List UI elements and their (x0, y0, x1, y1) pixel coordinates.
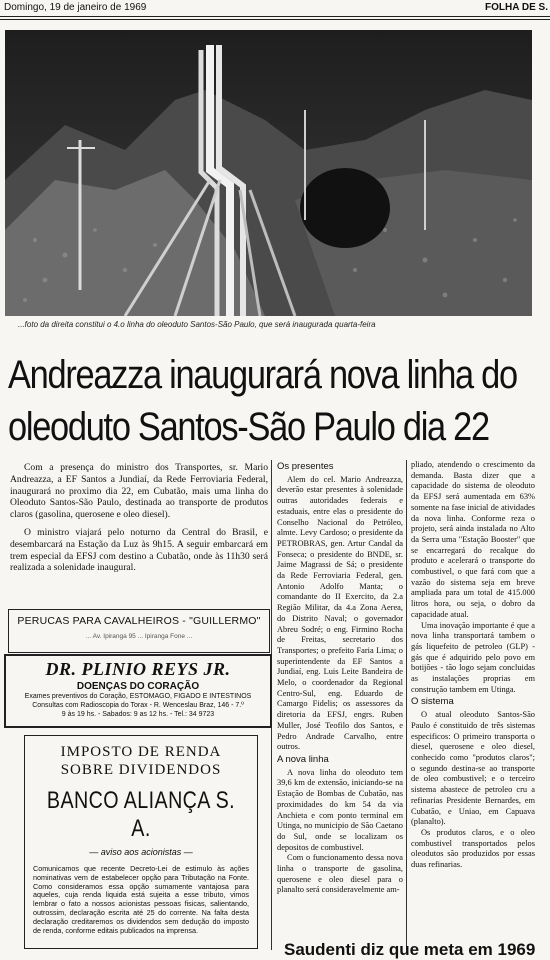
pipeline-photo (5, 30, 532, 316)
mid-paragraph-2: A nova linha do oleoduto tem 39,6 km de extensão, iniciando-se na Estação de Bombas de Cubatão, nas proximidades do km 54 da via Anchieta e com ponto terminal em Utinga, no municipio de São Caetano do Sul, onde se localizam os depositos de combustivel. (277, 767, 403, 852)
perucas-ad-address: ... Av. Ipiranga 95 ... Ipiranga Fone ... (85, 633, 193, 640)
bank-notice: — aviso aos acionistas — (89, 847, 193, 857)
subhead-sistema: O sistema (411, 696, 454, 708)
doctor-line-1: Exames preventivos do Coração, ESTOMAGO, FIGADO E INTESTINOS (24, 693, 252, 700)
doctor-line-2: Consultas com Radioscopia do Torax - R. Wenceslau Braz, 146 - 7.º (32, 702, 244, 709)
doctor-name: DR. PLINIO REYS JR. (45, 659, 231, 679)
right-paragraph-1: pliado, atendendo o crescimento da demanda. Basta dizer que a capacidade do sistema de oleoduto da EFSJ será aumentada em 63% somente na fase inicial de atividades da nova linha. Conforme reza o projeto, será ainda instalada no Alto da Serra uma "Estação Booster" que se encarregará do recalque do produto e acelerará o transporte do combustivel, o que fará com que a vazão do sistema seja em breve ampliada para um total de 415.000 litros hora, ou seja, o dobro da capacidade atual. (411, 460, 535, 619)
headline-line-2: oleoduto Santos-São Paulo dia 22 (8, 405, 489, 449)
bank-ad-line-2: SOBRE DIVIDENDOS (60, 762, 222, 778)
headline-line-1: Andreazza inaugurará nova linha do (8, 353, 517, 397)
column-middle (277, 460, 403, 896)
perucas-ad (8, 609, 270, 653)
pipeline-photo-svg (5, 30, 532, 316)
header-rule (0, 16, 550, 17)
mid-paragraph-3: Com o funcionamento dessa nova linha o transporte de gasolina, querosene e oleo diesel para o planalto será consideravelmente am- (277, 853, 403, 895)
doctor-ad (4, 654, 272, 728)
perucas-ad-title: PERUCAS PARA CAVALHEIROS - "GUILLERMO" (17, 615, 261, 627)
subhead-nova-linha: A nova linha (277, 753, 329, 765)
newspaper-name: FOLHA DE S. (485, 2, 548, 13)
bank-ad-line-1: IMPOSTO DE RENDA (60, 744, 222, 760)
photo-caption: ...foto da direita constitui o 4.o linha do oleoduto Santos-São Paulo, que será inaugurada quarta-feira (18, 320, 376, 329)
bank-ad (24, 735, 258, 949)
doctor-line-3: 9 às 19 hs. - Sabados: 9 as 12 hs. - Tel.: 34 9723 (61, 711, 215, 718)
subhead-presentes: Os presentes (277, 461, 334, 472)
lead-paragraph-1: Com a presença do ministro dos Transportes, sr. Mario Andreazza, a EF Santos a Jundiaí, da Rede Ferroviaria Federal, inaugurará no proximo dia 22, em Cubatão, mais uma linha do Oleoduto Santos-São Paulo, destinada ao transporte de produtos claros (gasolina, querosene e oleo diesel). (10, 462, 268, 521)
column-right (411, 460, 535, 871)
header-rule-2 (0, 19, 550, 20)
mid-paragraph-1: Alem do cel. Mario Andreazza, deverão estar presentes à solenidade outras autoridades federais e estaduais, entre elas o presidente do Conselho Nacional do Petróleo, almte. Levy Cardoso; o presidente da PETROBRAS, gen. Artur Candal da Fonseca; o presidente do BNDE, sr. Jaime Magrassi de Sá; o presidente da Rede Ferroviaria Federal, gen. Antonio Adolfo Manta; o comandante do II Exercito, da 2.a Região Militar, da 4.a Zona Aerea, do Distrito Naval; o governador Abreu Sodré; o eng. Firmino Rocha de Freitas, secretario dos Transportes; o prefeito Faria Lima; o superintendente da EF Santos a Jundiaí, eng. Luis Leite Bandeira de Melo, o coordenador da Regional Centro-Sul, eng. Eduardo de Camargo Fidelis; os assessores da diretoria da EFSJ, engrs. Ruben Muller, José Teofilo dos Santos, e Pedro Andrade Carvalho, entre outros. (277, 474, 403, 752)
lead-paragraph-2: O ministro viajará pelo noturno da Central do Brasil, e desembarcará na Estação da Luz às 9h15. A seguir embarcará em trem especial da EFSJ com destino a Cubatão, onde às 11h30 será realizada a solenidade inaugural. (10, 526, 268, 574)
column-rule-2 (406, 460, 407, 950)
right-paragraph-2: Uma inovação importante é que a nova linha transportará tambem o gás liquefeito de petroleo (GLP) - gás que é adquirido pelo povo em botijões - tão logo sejam concluidas as instalações proprias em construção tambem em Utinga. (411, 620, 535, 694)
edition-date: Domingo, 19 de janeiro de 1969 (4, 2, 147, 13)
right-paragraph-3: O atual oleoduto Santos-São Paulo é constituido de três sistemas especificos: O primeiro transporta o diesel, querosene e oleo diesel, conhecido como "produtos claros"; o segundo destina-se ao transporte de oleo combustivel; e o terceiro sistema abastece de petroleo cru a refinarias Presidente Bernardes, em Cubatão, e Uniao, em Capuava (planalto). (411, 710, 535, 827)
bottom-headline: Saudenti diz que meta em 1969 (284, 940, 536, 959)
lead-article (10, 462, 268, 580)
bank-ad-body: Comunicamos que recente Decreto-Lei de estimulo às ações nominativas vem de estabelecer opção para Tributação na Fonte. Como consideramos essa opção sumamente vantajosa para aqueles, cuja renda liquida está sujeita a esse tributo, vimos lembrar o fato a nossos acionistas pessoas fisicas, salientando, outrossim, declaração escrita até 25 do corrente. Na falta desta declaração creditaremos os dividendos sem dedução do imposto de renda, conforme editais publicados na imprensa. (33, 864, 249, 935)
right-paragraph-4: Os produtos claros, e o oleo combustivel transportados pelos oleodutos são produzidos por essas duas refinarias. (411, 827, 535, 870)
doctor-specialty: DOENÇAS DO CORAÇÃO (76, 681, 200, 692)
bank-name: BANCO ALIANÇA S. A. (46, 787, 236, 842)
